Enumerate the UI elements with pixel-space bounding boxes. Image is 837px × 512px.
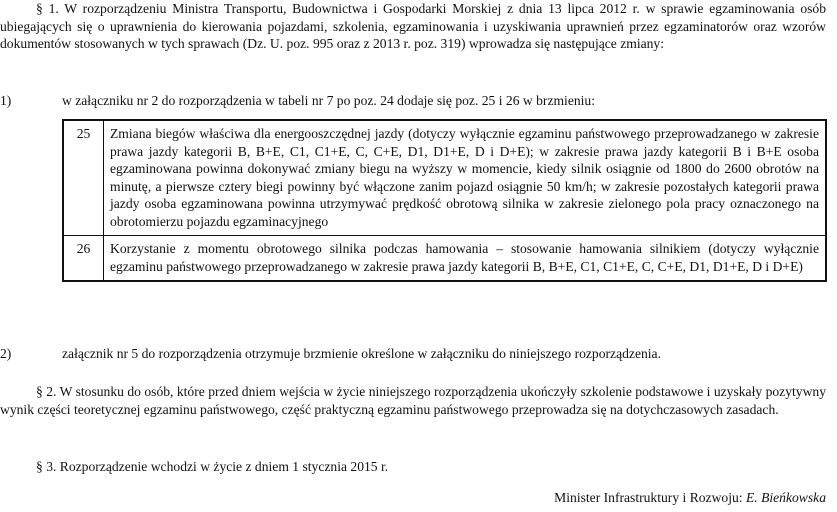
item-number: 2) [0, 346, 12, 361]
table-row [63, 120, 826, 236]
signature-line [554, 489, 826, 507]
section-2: § 2. W stosunku do osób, które przed dniem wejścia w życie niniejszego rozporządzenia ukończyły szkolenie podstawowe i uzyskały pozytywny wynik części teoretycznej egzaminu państwowego, część praktyczną egzaminu państwowego przeprowadza się na dotychczasowych zasadach. [0, 384, 826, 417]
signature-role: Minister Infrastruktury i Rozwoju: [554, 490, 743, 505]
section-3: § 3. Rozporządzenie wchodzi w życie z dniem 1 stycznia 2015 r. [36, 459, 389, 474]
table-row [63, 236, 826, 282]
item-text: załącznik nr 5 do rozporządzenia otrzymuje brzmienie określone w załączniku do niniejszego rozporządzenia. [62, 346, 661, 361]
signature-name: E. Bieńkowska [745, 490, 826, 505]
section-1-intro: § 1. W rozporządzeniu Ministra Transportu, Budownictwa i Gospodarki Morskiej z dnia 13 lipca 2012 r. w sprawie egzaminowania osób ubiegających się o uprawnienia do kierowania pojazdami, szkolenia, egzaminowania i uzyskiwania uprawnień przez egzaminatorów oraz wzorów dokumentów stosowanych w tych sprawach (Dz. U. poz. 995 oraz z 2013 r. poz. 319) wprowadza się następujące zmiany: [0, 1, 826, 51]
row-number: 26 [63, 236, 104, 282]
row-number: 25 [63, 120, 104, 236]
row-text: Korzystanie z momentu obrotowego silnika podczas hamowania – stosowanie hamowania silnikiem (dotyczy wyłącznie egzaminu państwowego przeprowadzanego w zakresie prawa jazdy kategorii B, B+E, C1, C1+E, C, C+E, D1, D1+E, D i D+E) [104, 236, 827, 282]
item-number: 1) [0, 93, 12, 108]
item-text: w załączniku nr 2 do rozporządzenia w tabeli nr 7 po poz. 24 dodaje się poz. 25 i 26 w brzmieniu: [62, 93, 596, 108]
row-text: Zmiana biegów właściwa dla energooszczędnej jazdy (dotyczy wyłącznie egzaminu państwowego przeprowadzanego w zakresie prawa jazdy kategorii B, B+E, C1, C1+E, C, C+E, D1, D1+E, D i D+E); w zakresie prawa jazdy kategorii B i B+E osoba egzaminowana powinna dokonywać zmiany biegu na wyższy w momencie, kiedy silnik osiągnie od 1800 do 2600 obrotów na minutę, a pierwsze cztery biegi powinny być włączone zanim pojazd osiągnie 50 km/h; w zakresie pozostałych kategorii prawa jazdy osoba egzaminowana powinna utrzymywać prędkość obrotową silnika w zakresie zielonego pola pracy oznaczonego na obrotomierzu pojazdu egzaminacyjnego [104, 120, 827, 236]
amendment-table [62, 119, 827, 282]
